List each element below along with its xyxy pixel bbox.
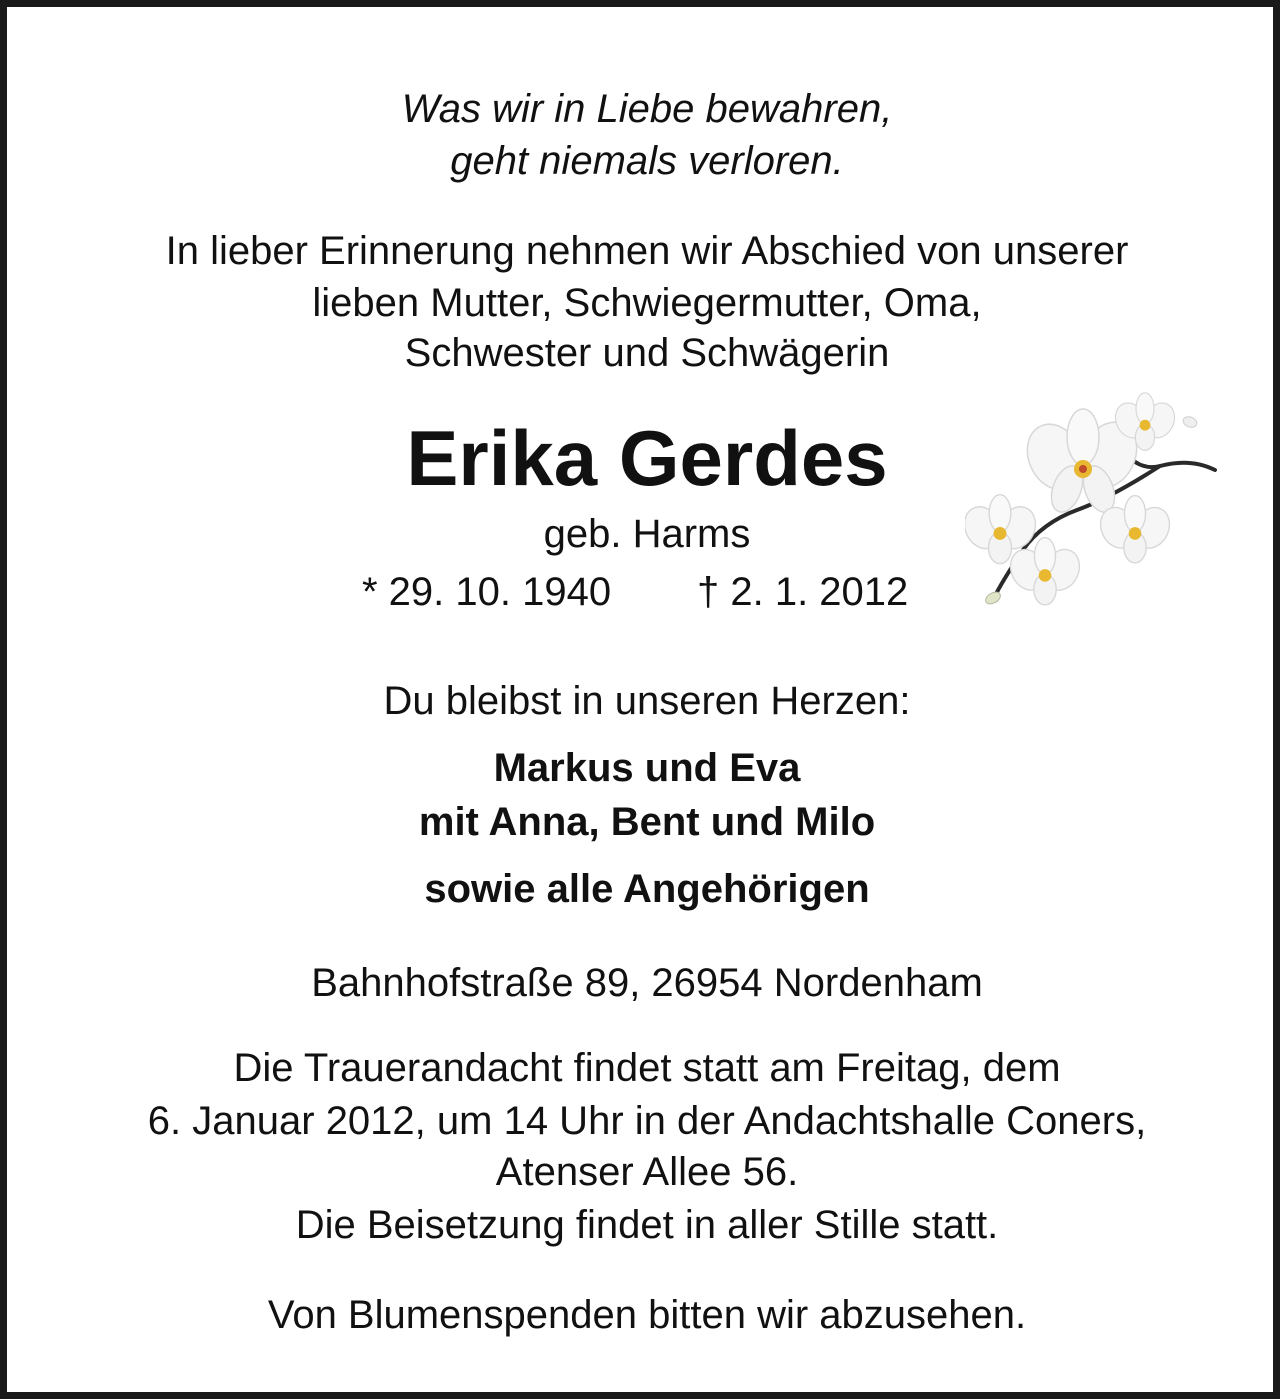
service-line-4: Die Beisetzung findet in aller Stille statt. — [295, 1203, 999, 1247]
intro-line-2: lieben Mutter, Schwiegermutter, Oma, — [312, 281, 982, 325]
orchid-icon — [965, 392, 1225, 622]
service-line-2: 6. Januar 2012, um 14 Uhr in der Andachtshalle Coners, — [147, 1099, 1147, 1143]
birth-date: * 29. 10. 1940 — [362, 570, 612, 614]
motto-line-2: geht niemals verloren. — [450, 139, 844, 183]
service-line-1: Die Trauerandacht findet statt am Freitag, dem — [233, 1046, 1061, 1090]
motto-line-1: Was wir in Liebe bewahren, — [401, 87, 893, 131]
intro-line-1: In lieber Erinnerung nehmen wir Abschied von unserer — [165, 229, 1129, 273]
closing-note: Von Blumenspenden bitten wir abzusehen. — [267, 1293, 1027, 1337]
mourner-line-2: mit Anna, Bent und Milo — [418, 800, 876, 844]
service-line-3: Atenser Allee 56. — [495, 1150, 799, 1194]
deceased-name: Erika Gerdes — [406, 414, 888, 502]
mourner-line-3: sowie alle Angehörigen — [424, 867, 870, 911]
intro-line-3: Schwester und Schwägerin — [404, 331, 890, 375]
mourners-intro: Du bleibst in unseren Herzen: — [383, 679, 911, 723]
maiden-name: geb. Harms — [543, 512, 751, 556]
address: Bahnhofstraße 89, 26954 Nordenham — [311, 961, 983, 1005]
mourner-line-1: Markus und Eva — [493, 746, 801, 790]
death-date: † 2. 1. 2012 — [697, 570, 909, 614]
